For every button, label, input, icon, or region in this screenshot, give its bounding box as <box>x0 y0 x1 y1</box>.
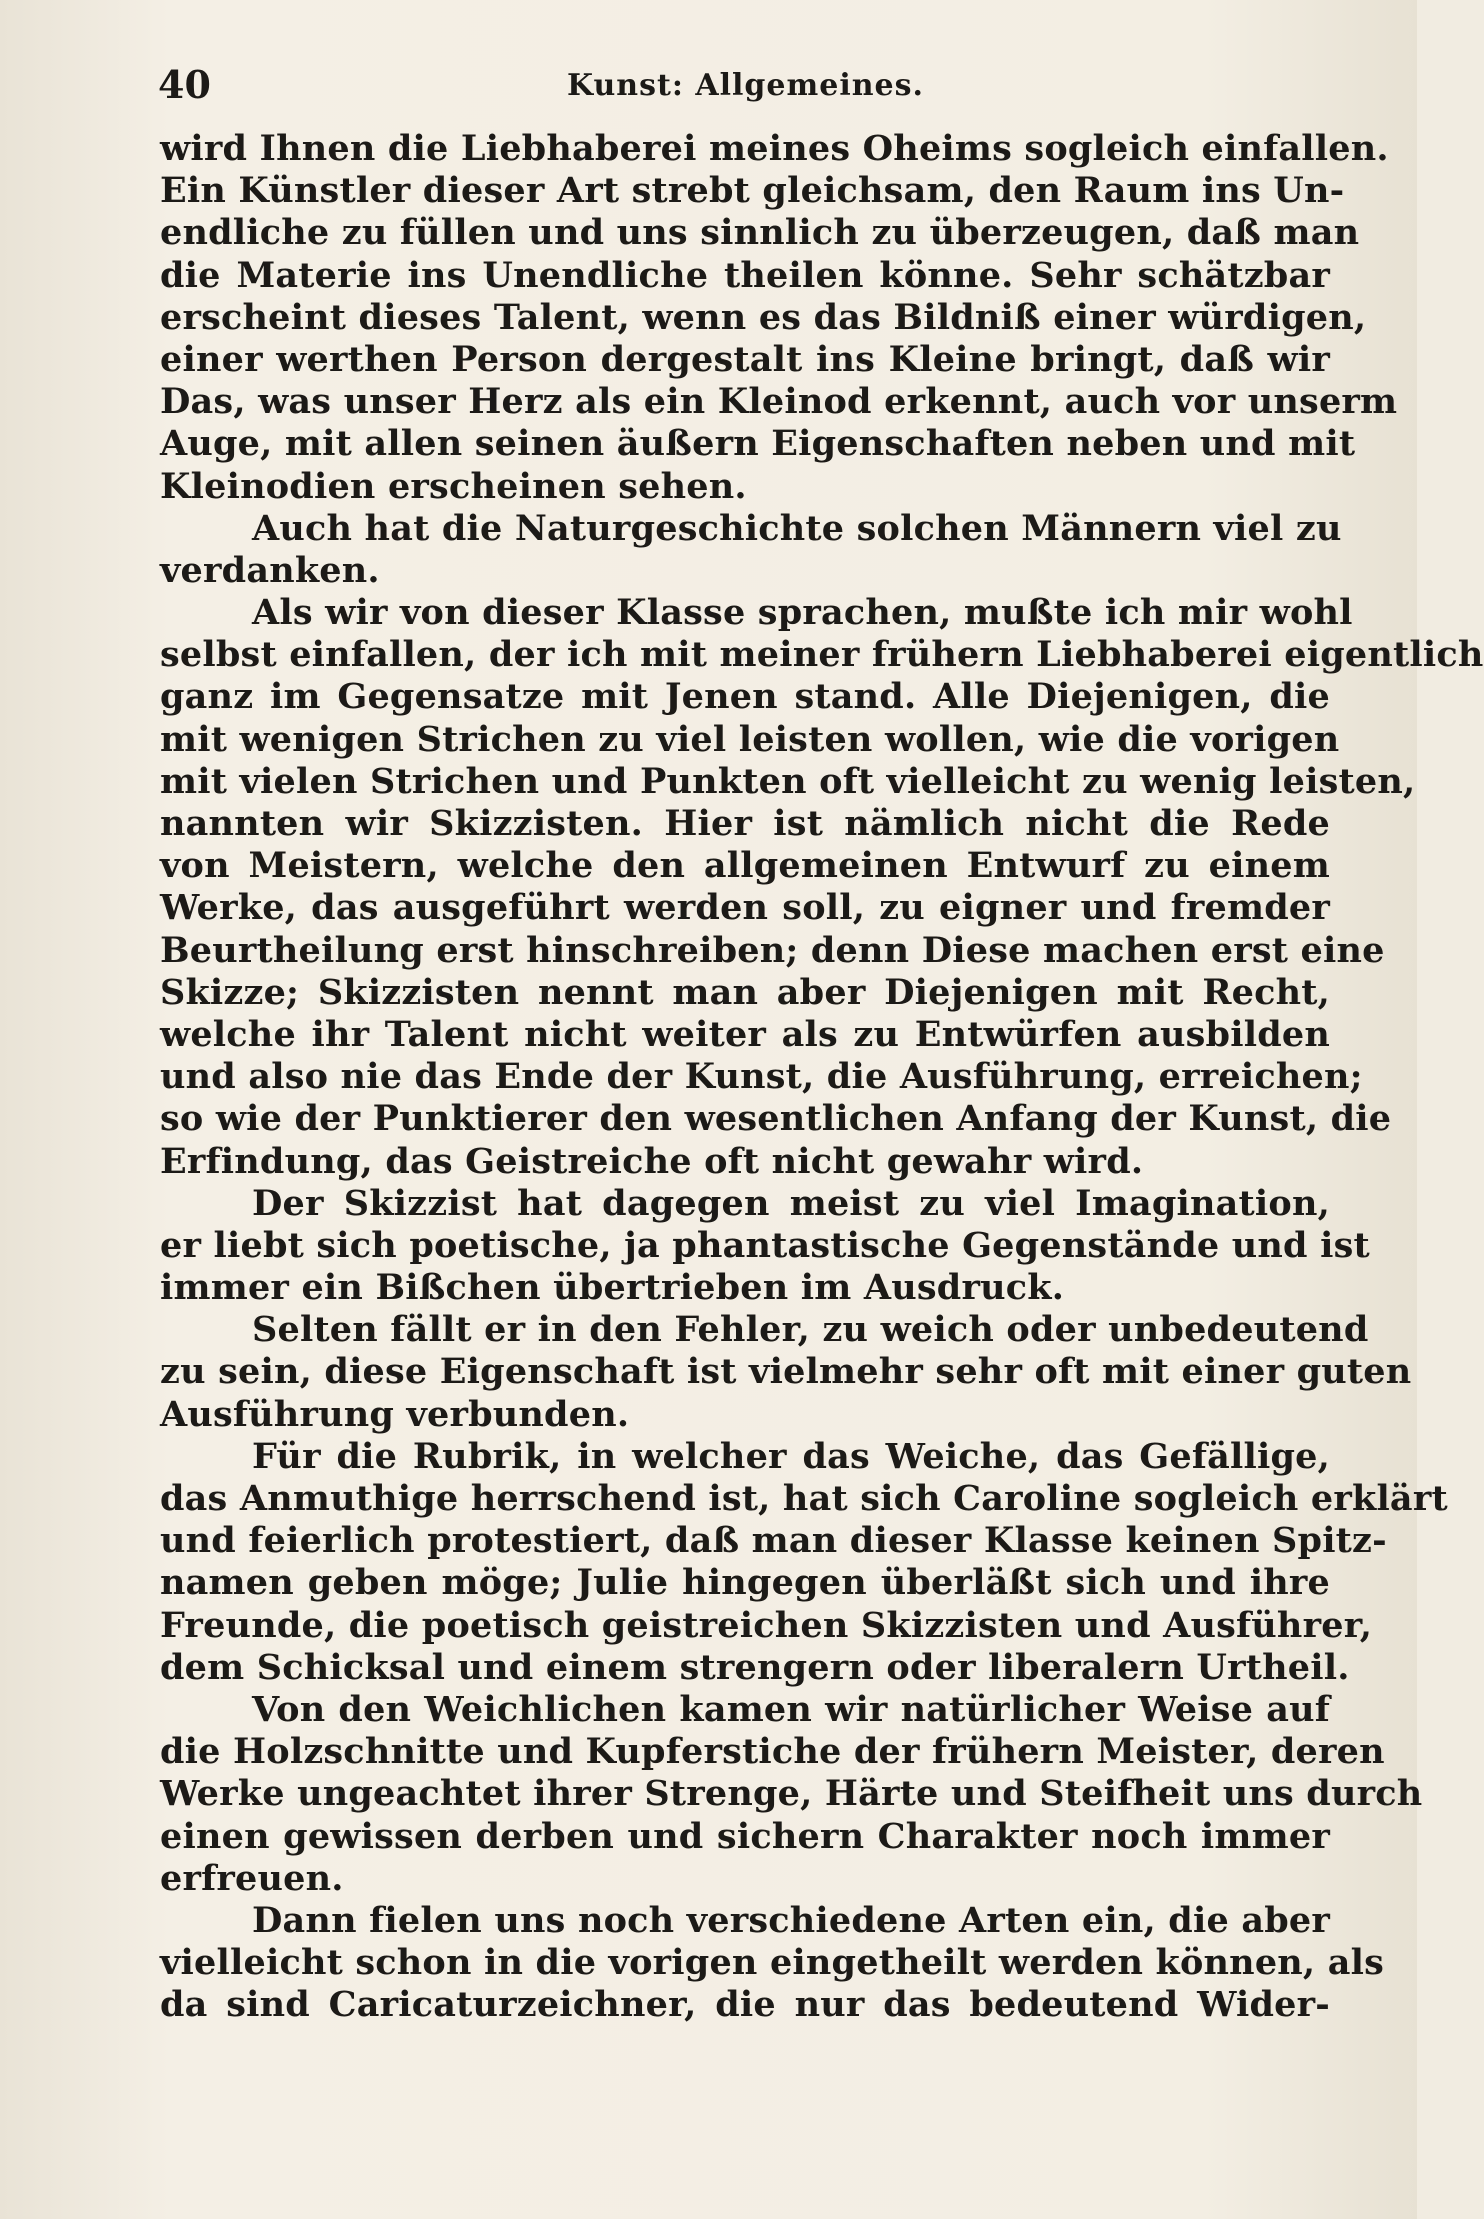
text-line: und also nie das Ende der Kunst, die Ausführung, erreichen; <box>160 1056 1363 1098</box>
text-line: Skizze; Skizzisten nennt man aber Diejenigen mit Recht, <box>160 971 1330 1013</box>
text-line: Kleinodien erscheinen sehen. <box>160 465 747 507</box>
text-line: Das, was unser Herz als ein Kleinod erkennt, auch vor unserm <box>160 381 1398 423</box>
text-line: mit vielen Strichen und Punkten oft vielleicht zu wenig leisten, <box>160 760 1416 802</box>
text-line: Ausführung verbunden. <box>160 1393 630 1435</box>
text-line: ganz im Gegensatze mit Jenen stand. Alle Diejenigen, die <box>160 676 1330 718</box>
text-line: die Holzschnitte und Kupferstiche der frühern Meister, deren <box>160 1731 1385 1773</box>
text-line: einer werthen Person dergestalt ins Kleine bringt, daß wir <box>160 338 1330 380</box>
text-line: er liebt sich poetische, ja phantastische Gegenstände und ist <box>160 1224 1370 1266</box>
text-line: Werke ungeachtet ihrer Strenge, Härte und Steifheit uns durch <box>160 1773 1423 1815</box>
text-line: die Materie ins Unendliche theilen könne. Sehr schätzbar <box>160 254 1330 296</box>
page-number: 40 <box>158 62 211 107</box>
text-line: Beurtheilung erst hinschreiben; denn Diese machen erst eine <box>160 929 1385 971</box>
text-line: vielleicht schon in die vorigen eingetheilt werden können, als <box>160 1942 1384 1984</box>
text-line: Freunde, die poetisch geistreichen Skizzisten und Ausführer, <box>160 1604 1373 1646</box>
text-line: Der Skizzist hat dagegen meist zu viel Imagination, <box>252 1182 1330 1224</box>
body-text <box>160 128 1484 2026</box>
text-line: Auch hat die Naturgeschichte solchen Männern viel zu <box>252 507 1342 549</box>
text-line: nannten wir Skizzisten. Hier ist nämlich nicht die Rede <box>160 803 1330 844</box>
text-line: so wie der Punktierer den wesentlichen Anfang der Kunst, die <box>160 1098 1392 1140</box>
text-line: Für die Rubrik, in welcher das Weiche, das Gefällige, <box>252 1435 1330 1477</box>
text-line: selbst einfallen, der ich mit meiner frühern Liebhaberei eigentlich <box>160 634 1484 676</box>
text-line: dem Schicksal und einem strengern oder liberalern Urtheil. <box>160 1646 1350 1688</box>
text-line: da sind Caricaturzeichner, die nur das bedeutend Wider- <box>160 1984 1330 2026</box>
text-line: und feierlich protestiert, daß man dieser Klasse keinen Spitz- <box>160 1520 1387 1562</box>
text-line: verdanken. <box>160 549 380 591</box>
text-line: Selten fällt er in den Fehler, zu weich oder unbedeutend <box>252 1309 1369 1351</box>
text-line: einen gewissen derben und sichern Charakter noch immer <box>160 1815 1330 1857</box>
text-line: Dann fielen uns noch verschiedene Arten ein, die aber <box>252 1899 1330 1941</box>
text-line: welche ihr Talent nicht weiter als zu Entwürfen ausbilden <box>160 1013 1330 1055</box>
text-line: namen geben möge; Julie hingegen überläßt sich und ihre <box>160 1562 1330 1604</box>
text-line: mit wenigen Strichen zu viel leisten wollen, wie die vorigen <box>160 718 1340 760</box>
text-line: immer ein Bißchen übertrieben im Ausdruck. <box>160 1267 1065 1309</box>
text-line: Erfindung, das Geistreiche oft nicht gewahr wird. <box>160 1140 1144 1182</box>
text-line: Von den Weichlichen kamen wir natürlicher Weise auf <box>252 1688 1330 1730</box>
text-line: Auge, mit allen seinen äußern Eigenschaften neben und mit <box>160 423 1356 465</box>
text-line: Als wir von dieser Klasse sprachen, mußte ich mir wohl <box>252 592 1353 634</box>
text-line: von Meistern, welche den allgemeinen Entwurf zu einem <box>160 845 1330 887</box>
text-line: wird Ihnen die Liebhaberei meines Oheims sogleich einfallen. <box>160 128 1389 169</box>
page-header <box>158 62 1333 112</box>
text-line: endliche zu füllen und uns sinnlich zu überzeugen, daß man <box>160 212 1360 254</box>
text-line: erscheint dieses Talent, wenn es das Bildniß einer würdigen, <box>160 296 1367 338</box>
running-head: Kunst: Allgemeines. <box>567 68 924 103</box>
text-line: zu sein, diese Eigenschaft ist vielmehr sehr oft mit einer guten <box>160 1351 1412 1393</box>
text-line: Werke, das ausgeführt werden soll, zu eigner und fremder <box>160 887 1330 929</box>
text-line: Ein Künstler dieser Art strebt gleichsam, den Raum ins Un- <box>160 170 1345 212</box>
text-line: das Anmuthige herrschend ist, hat sich Caroline sogleich erklärt <box>160 1478 1448 1519</box>
text-line: erfreuen. <box>160 1857 344 1899</box>
